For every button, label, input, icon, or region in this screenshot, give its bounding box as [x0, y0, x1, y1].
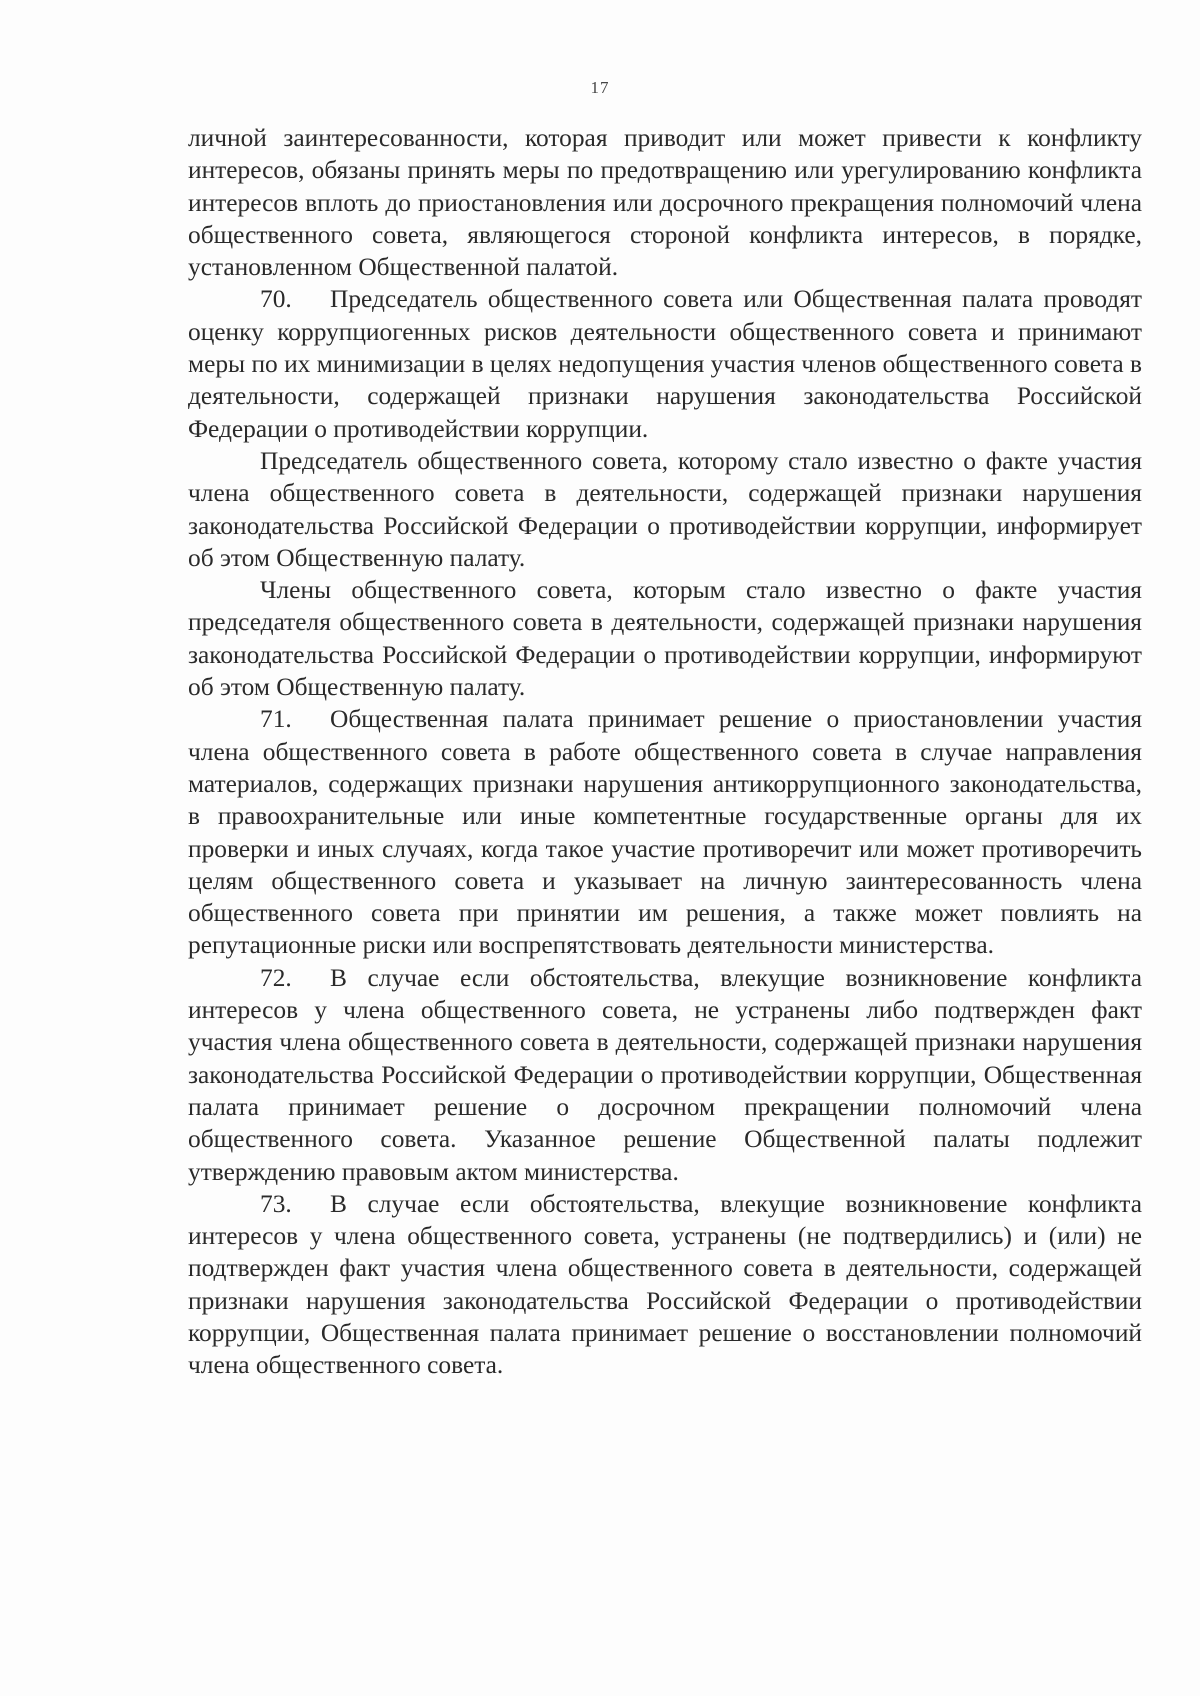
- paragraph-number: 72.: [260, 963, 292, 992]
- paragraph-text: Общественная палата принимает решение о приостановлении участия члена общественного совета в работе общественного совета в случае направления материалов, содержащих признаки нарушения антикоррупционного законодательства, в правоохранительные или иные компетентные государственные органы для их проверки и иных случаях, когда такое участие противоречит или может противоречить целям общественного совета и указывает на личную заинтересованность члена общественного совета при принятии им решения, а также может повлиять на репутационные риски или воспрепятствовать деятельности министерства.: [188, 705, 1142, 960]
- document-body: [188, 122, 1142, 1382]
- paragraph-text: личной заинтересованности, которая приводит или может привести к конфликту интересов, обязаны принять меры по предотвращению или урегулированию конфликта интересов вплоть до приостановления или досрочного прекращения полномочий члена общественного совета, являющегося стороной конфликта интересов, в порядке, установленном Общественной палатой.: [188, 124, 1142, 282]
- paragraph-text: В случае если обстоятельства, влекущие возникновение конфликта интересов у члена общественного совета, устранены (не подтвердились) и (или) не подтвержден факт участия члена общественного совета в деятельности, содержащей признаки нарушения законодательства Российской Федерации о противодействии коррупции, Общественная палата принимает решение о восстановлении полномочий члена общественного совета.: [188, 1189, 1142, 1380]
- paragraph-70: [188, 283, 1142, 444]
- paragraph-number: 73.: [260, 1189, 292, 1218]
- paragraph-70-part-3: [188, 574, 1142, 703]
- page-number: 17: [590, 78, 610, 97]
- paragraph-number: 71.: [260, 705, 292, 734]
- paragraph-text: Члены общественного совета, которым стало известно о факте участия председателя общественного совета в деятельности, содержащей признаки нарушения законодательства Российской Федерации о противодействии коррупции, информируют об этом Общественную палату.: [188, 576, 1142, 702]
- paragraph-70-part-2: [188, 445, 1142, 574]
- paragraph-73: [188, 1188, 1142, 1382]
- paragraph-text: Председатель общественного совета, которому стало известно о факте участия члена общественного совета в деятельности, содержащей признаки нарушения законодательства Российской Федерации о противодействии коррупции, информирует об этом Общественную палату.: [188, 446, 1142, 572]
- paragraph-71: [188, 703, 1142, 961]
- paragraph-text: В случае если обстоятельства, влекущие возникновение конфликта интересов у члена общественного совета, не устранены либо подтвержден факт участия члена общественного совета в деятельности, содержащей признаки нарушения законодательства Российской Федерации о противодействии коррупции, Общественная палата принимает решение о досрочном прекращении полномочий члена общественного совета. Указанное решение Общественной палаты подлежит утверждению правовым актом министерства.: [188, 963, 1142, 1186]
- paragraph-72: [188, 962, 1142, 1188]
- paragraph-text: Председатель общественного совета или Общественная палата проводят оценку коррупциогенных рисков деятельности общественного совета и принимают меры по их минимизации в целях недопущения участия членов общественного совета в деятельности, содержащей признаки нарушения законодательства Российской Федерации о противодействии коррупции.: [188, 285, 1142, 443]
- paragraph-number: 70.: [260, 285, 292, 314]
- paragraph-continuation: [188, 122, 1142, 283]
